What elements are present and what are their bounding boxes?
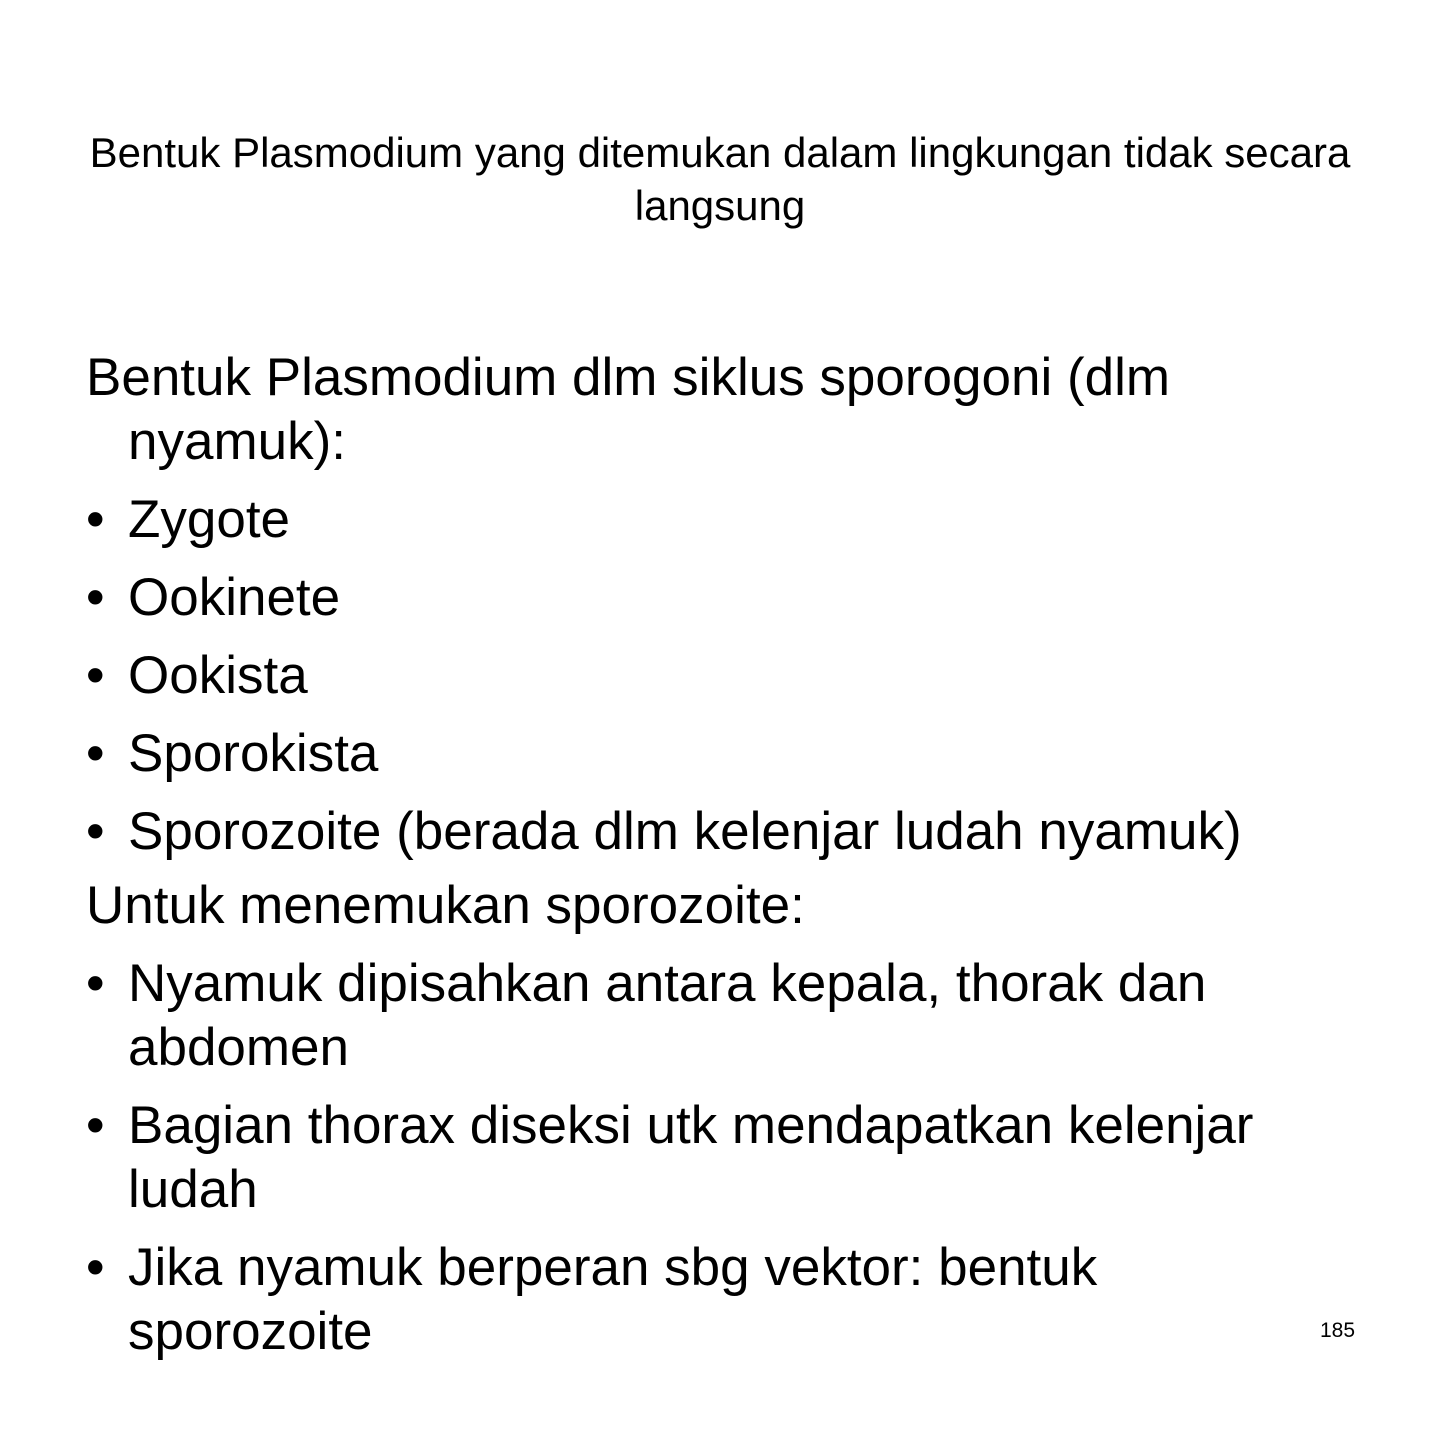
bullet-icon: • — [86, 1096, 105, 1155]
bullet-icon: • — [86, 724, 105, 783]
stage-label: Sporokista — [128, 724, 379, 783]
method-heading: Untuk menemukan sporozoite: — [86, 876, 805, 935]
step-label: Bagian thorax diseksi utk mendapatkan kelenjar ludah — [128, 1096, 1254, 1219]
bullet-icon: • — [86, 802, 105, 861]
list-item-step — [86, 1094, 1336, 1222]
list-item-stage — [86, 722, 1336, 786]
list-item-step — [86, 952, 1336, 1080]
bullet-icon: • — [86, 490, 105, 549]
list-item-stage — [86, 488, 1336, 552]
stage-label: Zygote — [128, 490, 291, 549]
bullet-icon: • — [86, 568, 105, 627]
stage-label: Ookista — [128, 646, 308, 705]
bullet-icon: • — [86, 954, 105, 1013]
slide-content — [86, 346, 1336, 1364]
page-number: 185 — [1320, 1319, 1356, 1342]
intro-text: Bentuk Plasmodium dlm siklus sporogoni (dlm nyamuk): — [86, 348, 1170, 471]
list-item-stage — [86, 800, 1336, 864]
bullet-icon: • — [86, 1238, 105, 1297]
stage-label: Ookinete — [128, 568, 341, 627]
list-item-step — [86, 1236, 1336, 1364]
stage-label: Sporozoite (berada dlm kelenjar ludah nyamuk) — [128, 802, 1242, 861]
list-item-stage — [86, 566, 1336, 630]
slide-title: Bentuk Plasmodium yang ditemukan dalam lingkungan tidak secara langsung — [89, 129, 1351, 229]
step-label: Jika nyamuk berperan sbg vektor: bentuk sporozoite — [128, 1238, 1098, 1361]
list-item-stage — [86, 644, 1336, 708]
step-label: Nyamuk dipisahkan antara kepala, thorak dan abdomen — [128, 954, 1207, 1077]
bullet-icon: • — [86, 646, 105, 705]
